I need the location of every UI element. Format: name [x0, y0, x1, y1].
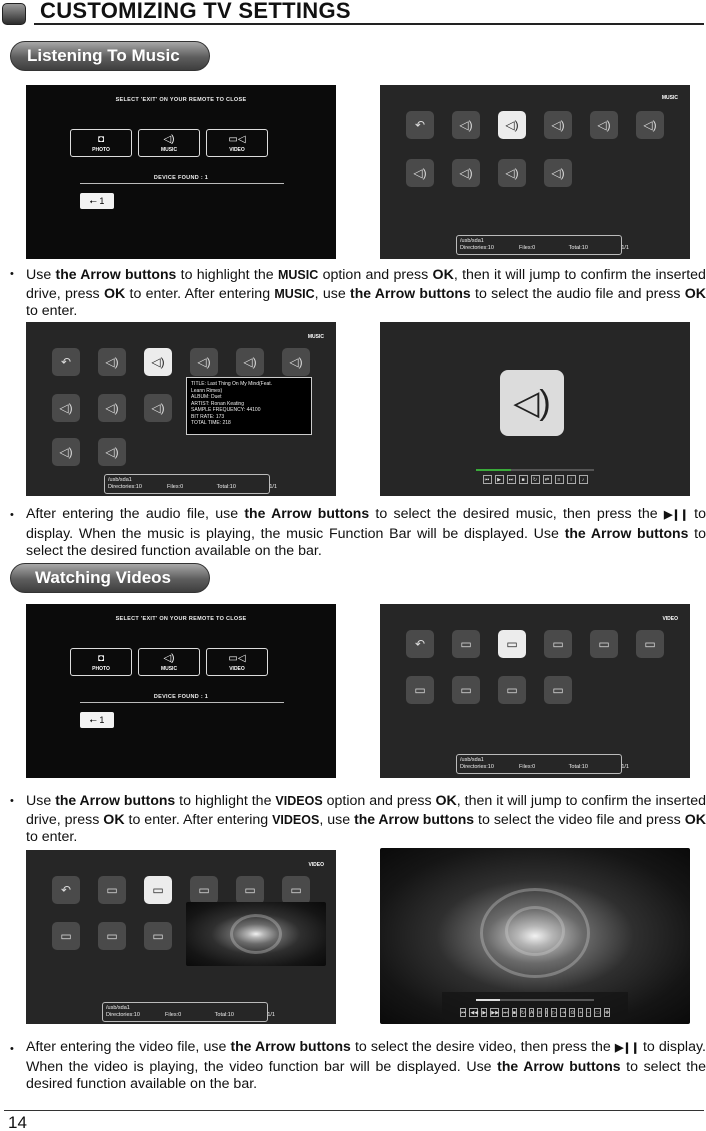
screenshot-video-browser	[380, 604, 690, 778]
song-info-box: TITLE: Last Thing On My Mind(Feat. Leann Rimes) ALBUM: Duet ARTIST: Ronan Keating SAMPLE FREQUENCY: 44100 BIT RATE: 173 TOTAL TIME: 218	[186, 377, 312, 435]
bullet: •	[10, 1043, 14, 1055]
bullet: •	[10, 268, 14, 280]
menu-music: ◁) MUSIC	[138, 648, 200, 676]
folder-speaker-icon: ◁)	[544, 159, 572, 187]
file-speaker-icon: ◁)	[144, 394, 172, 422]
folder-speaker-icon: ◁)	[544, 111, 572, 139]
paragraph-video-play: After entering the video file, use the Arrow buttons to select the desire video, then press the ▶❙❙ to display. When the video is playing, the video function bar will be displayed. Use the Arrow buttons to select the desired function available on the bar.	[26, 1038, 706, 1092]
menu-photo: ◘ PHOTO	[70, 129, 132, 157]
paragraph-music-play: After entering the audio file, use the Arrow buttons to select the desired music, then press the ▶❙❙ to display. When the music is playing, the music Function Bar will be displayed. Use the Arrow buttons to select the desired function available on the bar.	[26, 505, 706, 559]
menu-divider	[80, 702, 284, 703]
section-heading-music: Listening To Music	[10, 41, 210, 71]
progress-fill	[476, 469, 511, 471]
folder-camcorder-icon: ▭	[406, 676, 434, 704]
menu-prompt: SELECT 'EXIT' ON YOUR REMOTE TO CLOSE	[115, 616, 247, 622]
footer-rule	[4, 1110, 704, 1111]
fast-forward-icon: ▶▶	[491, 1010, 499, 1016]
folder-camcorder-icon: ▭	[452, 676, 480, 704]
bullet: •	[10, 509, 14, 521]
repeat-icon: ↻	[520, 1010, 525, 1016]
menu-video: ▭◁ VIDEO	[206, 129, 268, 157]
bullet: •	[10, 795, 14, 807]
file-camcorder-icon: ▭	[282, 876, 310, 904]
file-camcorder-icon: ▭	[98, 922, 126, 950]
camcorder-icon: ▭◁	[228, 134, 246, 145]
file-speaker-icon: ◁)	[236, 348, 264, 376]
folder-camcorder-icon: ▭	[452, 630, 480, 658]
zoom-in-icon: +	[579, 1010, 583, 1016]
stop-icon: ■	[519, 475, 528, 484]
page-header	[0, 0, 706, 26]
video-function-bar	[442, 992, 628, 1022]
play-pause-icon: ▶❙❙	[663, 509, 688, 521]
file-speaker-icon: ◁)	[98, 438, 126, 466]
play-pause-icon: ▶	[495, 475, 504, 484]
camcorder-icon: ▭◁	[228, 653, 246, 664]
screenshot-video-playing	[380, 848, 690, 1024]
page-title: CUSTOMIZING TV SETTINGS	[40, 0, 351, 23]
camera-icon: ◘	[97, 134, 105, 145]
path-status-box: /usb/sda1 Directories:10 Files:0 Total:10 1/1	[104, 474, 270, 494]
goto-time-icon: ⏲	[570, 1010, 575, 1016]
folder-speaker-icon: ◁)	[406, 159, 434, 187]
back-icon: ↶	[406, 630, 434, 658]
next-icon: ⏭	[507, 475, 516, 484]
folder-camcorder-icon: ▭	[544, 630, 572, 658]
file-camcorder-icon: ▭	[190, 876, 218, 904]
menu-music: ◁) MUSIC	[138, 129, 200, 157]
screenshot-music-playing	[380, 322, 690, 496]
lyrics-icon: ♪	[579, 475, 588, 484]
paragraph-music-select: Use the Arrow buttons to highlight the MUSIC option and press OK, then it will jump to confirm the inserted drive, press OK to enter. After entering MUSIC, use the Arrow buttons to select the audio file and press OK to enter.	[26, 266, 706, 319]
zoom-out-icon: −	[587, 1010, 591, 1016]
file-camcorder-icon: ▭	[236, 876, 264, 904]
speaker-icon: ◁)	[500, 370, 564, 436]
menu-divider	[80, 183, 284, 184]
folder-speaker-icon: ◁)	[452, 159, 480, 187]
menu-photo: ◘ PHOTO	[70, 648, 132, 676]
folder-speaker-icon: ◁)	[452, 111, 480, 139]
file-speaker-icon: ◁)	[282, 348, 310, 376]
set-ab-icon: A	[530, 1010, 534, 1016]
move-view-icon: ✥	[604, 1010, 610, 1016]
file-camcorder-icon: ▭	[52, 922, 80, 950]
play-pause-icon: ▶	[482, 1010, 487, 1016]
browser-corner-label: MUSIC	[661, 95, 678, 101]
usb-device-icon: ⭠ 1	[80, 193, 114, 209]
screenshot-music-file-info	[26, 322, 336, 496]
folder-camcorder-icon: ▭	[498, 676, 526, 704]
back-icon: ↶	[52, 876, 80, 904]
menu-video: ▭◁ VIDEO	[206, 648, 268, 676]
folder-speaker-icon: ◁)	[498, 111, 526, 139]
screenshot-video-file-preview	[26, 850, 336, 1024]
file-speaker-icon: ◁)	[190, 348, 218, 376]
browser-corner-label: VIDEO	[308, 862, 324, 868]
music-function-bar	[442, 460, 628, 490]
function-controls	[472, 475, 598, 485]
repeat-icon: ↻	[531, 475, 540, 484]
page-number: 14	[8, 1113, 27, 1131]
step-icon: ⇥	[561, 1010, 566, 1016]
aspect-ratio-icon: ▭	[595, 1010, 600, 1016]
folder-speaker-icon: ◁)	[636, 111, 664, 139]
menu-prompt: SELECT 'EXIT' ON YOUR REMOTE TO CLOSE	[115, 97, 247, 103]
screenshot-source-menu-music	[26, 85, 336, 259]
folder-speaker-icon: ◁)	[498, 159, 526, 187]
function-controls	[460, 1008, 610, 1018]
previous-icon: ⏮	[460, 1010, 466, 1016]
file-camcorder-icon: ▭	[144, 876, 172, 904]
folder-camcorder-icon: ▭	[590, 630, 618, 658]
speaker-icon: ◁)	[163, 134, 175, 145]
folder-camcorder-icon: ▭	[498, 630, 526, 658]
speaker-icon: ◁)	[163, 653, 175, 664]
screenshot-source-menu-video	[26, 604, 336, 778]
slow-icon: ▷	[552, 1010, 557, 1016]
video-preview-thumbnail	[186, 902, 326, 966]
browser-corner-label: MUSIC	[307, 334, 324, 340]
screenshot-music-browser	[380, 85, 690, 259]
browser-corner-label: VIDEO	[662, 616, 678, 622]
info-icon: i	[567, 475, 576, 484]
progress-bar	[476, 999, 594, 1001]
playlist-icon: ≡	[538, 1010, 542, 1016]
file-speaker-icon: ◁)	[52, 394, 80, 422]
progress-bar	[476, 469, 594, 471]
header-rule	[34, 23, 704, 25]
back-icon: ↶	[52, 348, 80, 376]
info-icon: i	[546, 1010, 548, 1016]
playlist-icon: ≡	[555, 475, 564, 484]
rewind-icon: ◀◀	[470, 1010, 479, 1016]
back-icon: ↶	[406, 111, 434, 139]
device-found: DEVICE FOUND : 1	[153, 175, 209, 181]
file-speaker-icon: ◁)	[98, 394, 126, 422]
folder-speaker-icon: ◁)	[590, 111, 618, 139]
section-heading-video: Watching Videos	[10, 563, 210, 593]
file-speaker-icon: ◁)	[98, 348, 126, 376]
path-status-box: /usb/sda1 Directories:10 Files:0 Total:10 1/1	[456, 235, 622, 255]
folder-camcorder-icon: ▭	[544, 676, 572, 704]
shuffle-icon: ⇄	[543, 475, 552, 484]
folder-camcorder-icon: ▭	[636, 630, 664, 658]
path-status-box: /usb/sda1 Directories:10 Files:0 Total:10 1/1	[456, 754, 622, 774]
progress-fill	[476, 999, 500, 1001]
file-camcorder-icon: ▭	[98, 876, 126, 904]
file-speaker-icon: ◁)	[144, 348, 172, 376]
file-camcorder-icon: ▭	[144, 922, 172, 950]
header-tab-icon	[2, 3, 26, 25]
device-found: DEVICE FOUND : 1	[153, 694, 209, 700]
next-icon: ⏭	[503, 1010, 508, 1016]
path-status-box: /usb/sda1 Directories:10 Files:0 Total:10 1/1	[102, 1002, 268, 1022]
usb-device-icon: ⭠ 1	[80, 712, 114, 728]
play-pause-icon: ▶❙❙	[614, 1042, 639, 1054]
previous-icon: ⏮	[483, 475, 492, 484]
camera-icon: ◘	[97, 653, 105, 664]
stop-icon: ■	[512, 1010, 516, 1016]
paragraph-video-select: Use the Arrow buttons to highlight the VIDEOS option and press OK, then it will jump to confirm the inserted drive, press OK to enter. After entering VIDEOS, use the Arrow buttons to select the video file and press OK to enter.	[26, 792, 706, 845]
file-speaker-icon: ◁)	[52, 438, 80, 466]
